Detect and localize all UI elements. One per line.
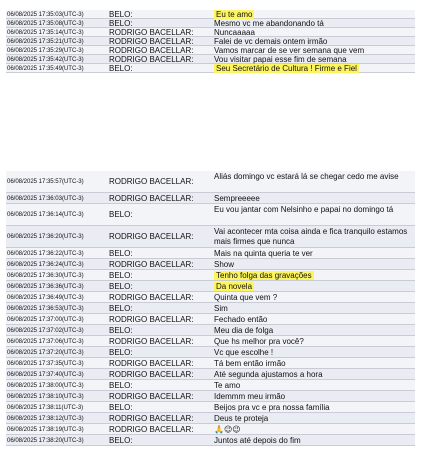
- message-sender: RODRIGO BACELLAR:: [109, 337, 194, 346]
- message-row: [6, 270, 415, 281]
- message-timestamp: 06/08/2025 17:38:20(UTC-3): [7, 437, 84, 444]
- message-text: Mesmo vc me abandonando tá: [214, 19, 324, 28]
- message-text-cell: [210, 325, 415, 336]
- highlighted-message-text: Tenho folga das gravações: [216, 271, 312, 280]
- message-sender: RODRIGO BACELLAR:: [109, 425, 194, 434]
- message-text: Sempreeeee: [214, 194, 260, 203]
- message-sender: BELO:: [109, 436, 133, 445]
- message-text: Juntos até depois do fim: [214, 436, 301, 445]
- message-text-cell: [210, 10, 415, 19]
- message-timestamp: 06/08/2025 17:36:30(UTC-3): [7, 272, 84, 279]
- message-row: [6, 435, 415, 446]
- message-sender: RODRIGO BACELLAR:: [109, 55, 194, 64]
- message-text-cell: [210, 380, 415, 391]
- message-timestamp: 06/08/2025 17:37:00(UTC-3): [7, 316, 84, 323]
- message-text: Vc que escolhe !: [214, 348, 274, 357]
- message-text-cell: [210, 248, 415, 259]
- message-text-cell: [210, 413, 415, 424]
- message-text: Nuncaaaaa: [214, 28, 255, 37]
- message-timestamp: 06/08/2025 17:35:49(UTC-3): [7, 65, 84, 72]
- message-text: Sim: [214, 304, 228, 313]
- message-sender: BELO:: [109, 210, 133, 219]
- message-text: Falei de vc demais ontem irmão: [214, 37, 328, 46]
- message-sender: RODRIGO BACELLAR:: [109, 177, 194, 186]
- message-text-cell: [210, 55, 415, 64]
- message-sender: RODRIGO BACELLAR:: [109, 46, 194, 55]
- message-row: [6, 281, 415, 292]
- message-text-cell: [210, 369, 415, 380]
- message-text-cell: [210, 171, 415, 182]
- message-timestamp: 06/08/2025 17:35:29(UTC-3): [7, 47, 84, 54]
- message-timestamp: 06/08/2025 17:35:03(UTC-3): [7, 11, 84, 18]
- message-timestamp: 06/08/2025 17:36:53(UTC-3): [7, 305, 84, 312]
- message-text: Te amo: [214, 381, 241, 390]
- message-text-cell: [210, 347, 415, 358]
- message-text: Que hs melhor pra você?: [214, 337, 304, 346]
- message-sender: RODRIGO BACELLAR:: [109, 28, 194, 37]
- message-text: Idemmm meu irmão: [214, 392, 286, 401]
- message-text-cell: [210, 28, 415, 37]
- message-text: Meu dia de folga: [214, 326, 274, 335]
- message-row: [6, 413, 415, 424]
- message-row: [6, 424, 415, 435]
- message-text-cell: [210, 270, 415, 281]
- message-timestamp: 06/08/2025 17:36:24(UTC-3): [7, 261, 84, 268]
- message-text-cell: [210, 46, 415, 55]
- message-text: Fechado então: [214, 315, 268, 324]
- message-row: [6, 193, 415, 204]
- message-timestamp: 06/08/2025 17:38:00(UTC-3): [7, 382, 84, 389]
- message-text: Até segunda ajustamos a hora: [214, 370, 323, 379]
- message-sender: BELO:: [109, 282, 133, 291]
- message-text-cell: [210, 19, 415, 28]
- message-sender: RODRIGO BACELLAR:: [109, 293, 194, 302]
- message-row: [6, 336, 415, 347]
- message-log-table-2: [6, 171, 415, 446]
- message-row: [6, 19, 415, 28]
- message-text-cell: [210, 204, 415, 215]
- message-row: [6, 226, 415, 248]
- message-sender: BELO:: [109, 304, 133, 313]
- message-sender: BELO:: [109, 10, 133, 19]
- message-timestamp: 06/08/2025 17:37:20(UTC-3): [7, 349, 84, 356]
- message-sender: RODRIGO BACELLAR:: [109, 392, 194, 401]
- message-timestamp: 06/08/2025 17:37:06(UTC-3): [7, 338, 84, 345]
- message-timestamp: 06/08/2025 17:36:22(UTC-3): [7, 250, 84, 257]
- message-sender: RODRIGO BACELLAR:: [109, 315, 194, 324]
- message-log-table-1: [6, 10, 415, 73]
- message-sender: BELO:: [109, 19, 133, 28]
- highlighted-message-text: Eu te amo: [216, 10, 253, 19]
- message-timestamp: 06/08/2025 17:35:08(UTC-3): [7, 20, 84, 27]
- message-text-cell: [210, 358, 415, 369]
- message-row: [6, 347, 415, 358]
- message-row: [6, 402, 415, 413]
- message-timestamp: 06/08/2025 17:38:10(UTC-3): [7, 393, 84, 400]
- message-sender: RODRIGO BACELLAR:: [109, 414, 194, 423]
- message-row: [6, 55, 415, 64]
- message-text-cell: [210, 64, 415, 73]
- message-sender: BELO:: [109, 381, 133, 390]
- message-row: [6, 248, 415, 259]
- message-timestamp: 06/08/2025 17:38:12(UTC-3): [7, 415, 84, 422]
- message-timestamp: 06/08/2025 17:35:14(UTC-3): [7, 29, 84, 36]
- message-row: [6, 204, 415, 226]
- message-timestamp: 06/08/2025 17:37:40(UTC-3): [7, 371, 84, 378]
- message-text: Vamos marcar de se ver semana que vem: [214, 46, 365, 55]
- message-timestamp: 06/08/2025 17:36:20(UTC-3): [7, 233, 84, 240]
- message-row: [6, 303, 415, 314]
- message-text: Tá bem então irmão: [214, 359, 286, 368]
- message-sender: BELO:: [109, 249, 133, 258]
- message-text-cell: [210, 281, 415, 292]
- message-timestamp: 06/08/2025 17:38:19(UTC-3): [7, 426, 84, 433]
- message-sender: RODRIGO BACELLAR:: [109, 194, 194, 203]
- message-text-cell: [210, 424, 415, 435]
- message-timestamp: 06/08/2025 17:38:11(UTC-3): [7, 404, 84, 411]
- message-text-cell: [210, 292, 415, 303]
- message-sender: BELO:: [109, 271, 133, 280]
- message-row: [6, 391, 415, 402]
- message-timestamp: 06/08/2025 17:35:21(UTC-3): [7, 38, 84, 45]
- message-sender: RODRIGO BACELLAR:: [109, 370, 194, 379]
- message-sender: BELO:: [109, 403, 133, 412]
- message-text: Vai acontecer mta coisa ainda e fica tranquilo estamos mais firmes que nunca: [214, 227, 408, 246]
- message-sender: RODRIGO BACELLAR:: [109, 37, 194, 46]
- message-row: [6, 380, 415, 391]
- message-text: 🙏😉😉: [214, 425, 241, 434]
- message-text: Eu vou jantar com Nelsinho e papai no domingo tá: [214, 205, 394, 214]
- message-text: Beijos pra vc e pra nossa família: [214, 403, 330, 412]
- message-sender: RODRIGO BACELLAR:: [109, 260, 194, 269]
- message-sender: RODRIGO BACELLAR:: [109, 359, 194, 368]
- message-sender: BELO:: [109, 64, 133, 73]
- message-timestamp: 06/08/2025 17:35:42(UTC-3): [7, 56, 84, 63]
- message-text-cell: [210, 259, 415, 270]
- message-text: Vou visitar papai esse fim de semana: [214, 55, 347, 64]
- message-text-cell: [210, 391, 415, 402]
- message-sender: BELO:: [109, 348, 133, 357]
- message-timestamp: 06/08/2025 17:36:14(UTC-3): [7, 211, 84, 218]
- message-row: [6, 46, 415, 55]
- message-timestamp: 06/08/2025 17:35:57(UTC-3): [7, 178, 84, 185]
- message-row: [6, 37, 415, 46]
- highlighted-message-text: Da novela: [216, 282, 253, 291]
- message-text: Quinta que vem ?: [214, 293, 278, 302]
- message-timestamp: 06/08/2025 17:37:35(UTC-3): [7, 360, 84, 367]
- message-text-cell: [210, 336, 415, 347]
- message-timestamp: 06/08/2025 17:36:49(UTC-3): [7, 294, 84, 301]
- message-text-cell: [210, 314, 415, 325]
- message-row: [6, 171, 415, 193]
- message-text-cell: [210, 435, 415, 446]
- message-row: [6, 64, 415, 73]
- message-text-cell: [210, 226, 415, 247]
- highlighted-message-text: Seu Secretário de Cultura ! Firme e Fiel: [216, 64, 357, 73]
- message-timestamp: 06/08/2025 17:36:03(UTC-3): [7, 195, 84, 202]
- message-text-cell: [210, 402, 415, 413]
- message-sender: RODRIGO BACELLAR:: [109, 232, 194, 241]
- message-row: [6, 358, 415, 369]
- message-row: [6, 10, 415, 19]
- message-row: [6, 28, 415, 37]
- message-text: Deus te proteja: [214, 414, 269, 423]
- message-text-cell: [210, 193, 415, 204]
- message-row: [6, 325, 415, 336]
- message-timestamp: 06/08/2025 17:36:36(UTC-3): [7, 283, 84, 290]
- message-sender: BELO:: [109, 326, 133, 335]
- message-text: Aliás domingo vc estará lá se chegar cedo me avise: [214, 172, 399, 181]
- message-row: [6, 369, 415, 380]
- message-row: [6, 314, 415, 325]
- message-row: [6, 259, 415, 270]
- message-text: Show: [214, 260, 235, 269]
- message-text-cell: [210, 37, 415, 46]
- message-text-cell: [210, 303, 415, 314]
- message-row: [6, 292, 415, 303]
- message-text: Mais na quinta queria te ver: [214, 249, 313, 258]
- message-timestamp: 06/08/2025 17:37:02(UTC-3): [7, 327, 84, 334]
